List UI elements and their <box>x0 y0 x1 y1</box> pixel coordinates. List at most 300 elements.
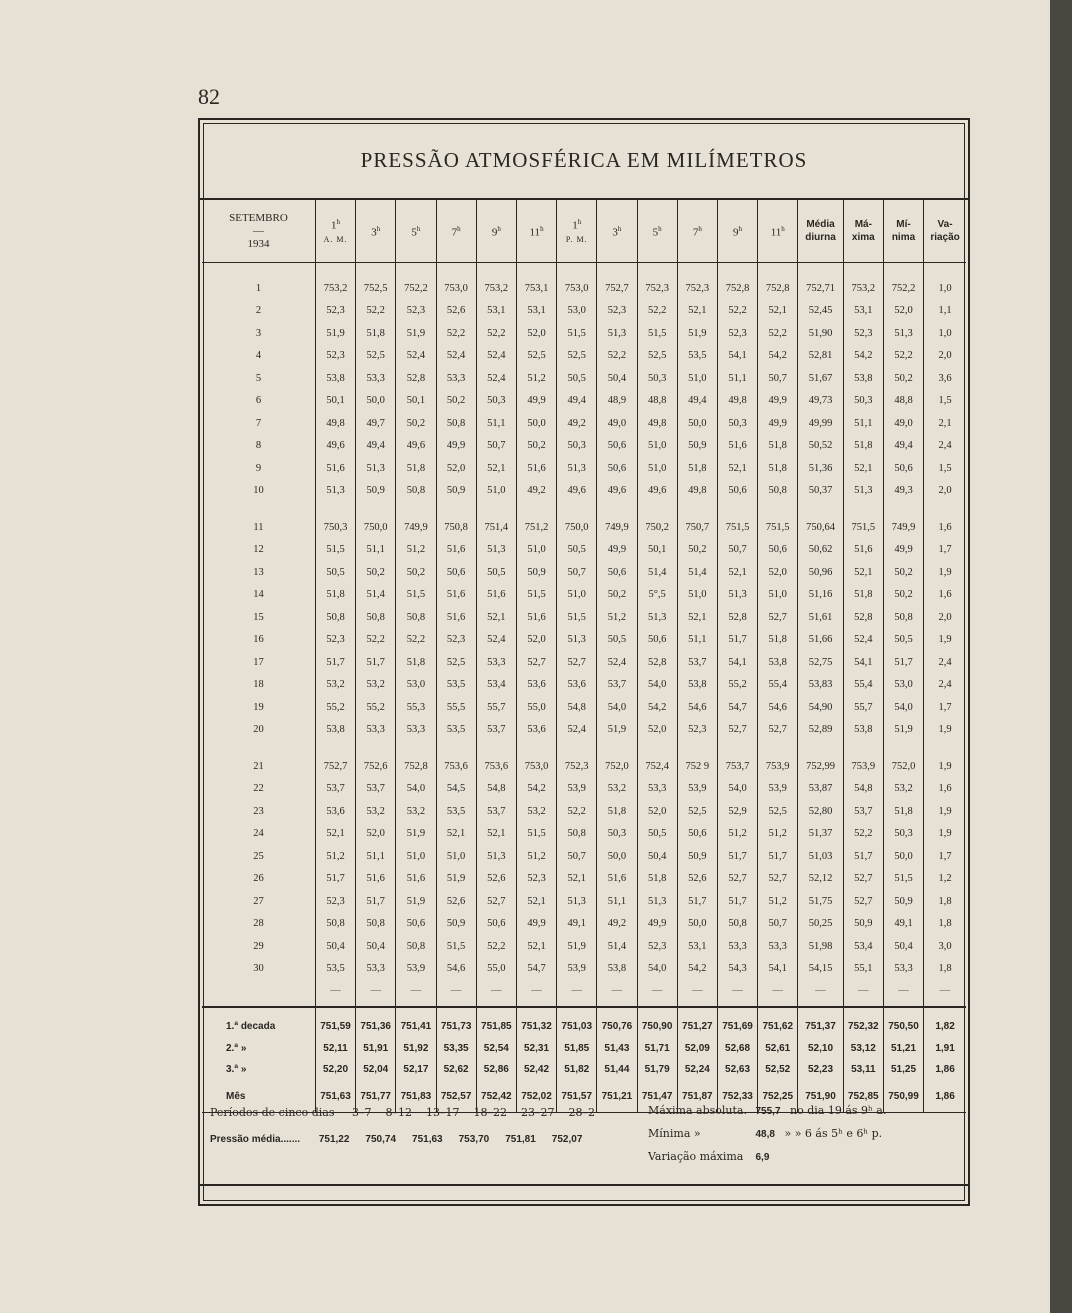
pressure-cell: 1,9 <box>938 760 952 772</box>
pressure-cell: 751,5 <box>758 516 798 539</box>
pressure-cell: 51,8 <box>843 435 883 458</box>
pressure-cell: 753,6 <box>436 755 476 778</box>
pressure-cell: 52,1 <box>717 561 757 584</box>
pressure-cell: 753,9 <box>758 755 798 778</box>
pressure-cell: 51,0 <box>677 367 717 390</box>
pressure-cell: 52,0 <box>637 800 677 823</box>
pressure-cell: 49,6 <box>396 435 436 458</box>
day-row <box>202 778 966 801</box>
spacer-cell <box>356 1000 396 1007</box>
pressure-cell: 54,0 <box>717 778 757 801</box>
pressure-cell: 50,7 <box>717 539 757 562</box>
pressure-cell: 52,7 <box>516 651 556 674</box>
summary-cell: 51,85 <box>557 1038 597 1059</box>
pressure-cell: 49,6 <box>597 480 637 503</box>
spacer-cell <box>758 263 798 278</box>
period-item: 28–2 <box>568 1106 595 1119</box>
pressure-cell: 51,4 <box>597 935 637 958</box>
spacer-cell <box>924 502 966 516</box>
pressure-cell: 50,8 <box>396 606 436 629</box>
pressure-cell: 49,8 <box>315 412 355 435</box>
pressure-cell: 50,1 <box>637 539 677 562</box>
spacer-cell <box>516 741 556 755</box>
pressure-cell: 50,2 <box>883 367 923 390</box>
pressure-cell: 52,1 <box>843 561 883 584</box>
table-title: PRESSÃO ATMOSFÉRICA EM MILÍMETROS <box>360 148 808 172</box>
pressure-cell: 50,5 <box>557 367 597 390</box>
pressure-cell: 52,3 <box>315 345 355 368</box>
spacer-cell <box>677 263 717 278</box>
pressure-cell: 54,2 <box>843 345 883 368</box>
summary-cell: 1,86 <box>924 1080 966 1113</box>
pressure-cell: 52,1 <box>315 823 355 846</box>
dash-row <box>202 980 966 1000</box>
pressure-cell: 52,2 <box>396 629 436 652</box>
pressure-cell: 52,1 <box>843 457 883 480</box>
summary-cell: 752,25 <box>758 1080 798 1113</box>
pressure-cell: 53,5 <box>315 958 355 981</box>
pressure-cell: 51,3 <box>557 629 597 652</box>
day-number: 7 <box>202 412 315 435</box>
spacer-cell <box>597 1000 637 1007</box>
spacer-cell <box>396 502 436 516</box>
pressure-cell: 50,9 <box>436 913 476 936</box>
summary-cell: 751,59 <box>315 1007 355 1038</box>
pressure-cell: 51,0 <box>677 584 717 607</box>
header-hour <box>557 200 597 263</box>
dash-cell: — <box>717 980 757 1000</box>
pressure-cell: 52,81 <box>798 345 843 368</box>
pressure-cell: 752,3 <box>637 277 677 300</box>
pressure-cell: 53,6 <box>516 674 556 697</box>
summary-cell: 750,50 <box>883 1007 923 1038</box>
summary-cell: 53,11 <box>843 1059 883 1080</box>
table-frame <box>198 118 970 1206</box>
pressure-cell: 51,9 <box>557 935 597 958</box>
pressure-cell: 2,0 <box>938 485 952 497</box>
pressure-cell: 54,1 <box>758 958 798 981</box>
pressure-cell: 50,4 <box>597 367 637 390</box>
pressure-cell: 50,3 <box>717 412 757 435</box>
day-number: 14 <box>202 584 315 607</box>
pressure-cell: 51,1 <box>476 412 516 435</box>
pressure-cell: 50,5 <box>637 823 677 846</box>
pressure-line <box>210 1134 614 1145</box>
pressure-cell: 752,3 <box>557 755 597 778</box>
hour-suffix: h <box>658 224 662 233</box>
pressure-cell: 51,9 <box>677 322 717 345</box>
pressure-cell: 49,6 <box>637 480 677 503</box>
pressure-cell: 48,8 <box>637 390 677 413</box>
spacer-cell <box>924 263 966 278</box>
summary-cell: 751,41 <box>396 1007 436 1038</box>
pressure-cell: 51,2 <box>717 823 757 846</box>
day-number: 4 <box>202 345 315 368</box>
pressure-cell: 52,5 <box>516 345 556 368</box>
day-row <box>202 800 966 823</box>
pressure-cell: 50,5 <box>597 629 637 652</box>
pressure-cell: 49,9 <box>516 390 556 413</box>
hour-suffix: h <box>540 224 544 233</box>
pressure-cell: 55,2 <box>356 696 396 719</box>
pressure-cell: 54,8 <box>476 778 516 801</box>
pressure-cell: 50,8 <box>396 480 436 503</box>
summary-cell: 52,24 <box>677 1059 717 1080</box>
day-row <box>202 539 966 562</box>
pressure-cell: 49,6 <box>315 435 355 458</box>
pressure-cell: 52,3 <box>315 300 355 323</box>
day-number: 16 <box>202 629 315 652</box>
hour-suffix: h <box>416 224 421 233</box>
day-row <box>202 390 966 413</box>
summary-cell: 52,17 <box>396 1059 436 1080</box>
pressure-cell: 48,8 <box>883 390 923 413</box>
pressure-cell: 49,4 <box>677 390 717 413</box>
spacer-cell <box>758 502 798 516</box>
day-number: 17 <box>202 651 315 674</box>
pressure-cell: 52,0 <box>758 561 798 584</box>
day-number: 12 <box>202 539 315 562</box>
spacer-cell <box>758 1000 798 1007</box>
spacer-cell <box>883 263 923 278</box>
pressure-cell: 52,75 <box>798 651 843 674</box>
day-number: 23 <box>202 800 315 823</box>
summary-cell: 751,83 <box>396 1080 436 1113</box>
pressure-cell: 751,5 <box>717 516 757 539</box>
extremes-block <box>648 1100 886 1169</box>
spacer-cell <box>356 263 396 278</box>
pressure-cell: 52,5 <box>436 651 476 674</box>
pressure-cell: 52,2 <box>436 322 476 345</box>
header-hour <box>717 200 757 263</box>
spacer-cell <box>637 502 677 516</box>
pressure-cell: 51,0 <box>436 845 476 868</box>
spacer-cell <box>637 1000 677 1007</box>
pressure-cell: 51,2 <box>758 890 798 913</box>
pressure-cell: 52,8 <box>717 606 757 629</box>
pressure-cell: 51,75 <box>798 890 843 913</box>
pressure-cell: 749,9 <box>883 516 923 539</box>
pressure-cell: 50,2 <box>356 561 396 584</box>
pressure-cell: 53,1 <box>476 300 516 323</box>
dash-cell: — <box>843 980 883 1000</box>
pressure-cell: 52,7 <box>476 890 516 913</box>
summary-cell: 51,43 <box>597 1038 637 1059</box>
pressure-cell: 53,0 <box>396 674 436 697</box>
pressure-cell: 1,7 <box>938 544 952 556</box>
pressure-cell: 54,7 <box>516 958 556 981</box>
summary-label: Mês <box>202 1080 315 1113</box>
spacer-cell <box>476 263 516 278</box>
pressure-item: 751,63 <box>412 1134 443 1145</box>
summary-row <box>202 1038 966 1059</box>
periods-list <box>352 1106 609 1119</box>
footer <box>200 1100 968 1190</box>
var-value: 6,9 <box>755 1152 770 1163</box>
dash-cell: — <box>315 980 355 1000</box>
summary-label: 1.ª decada <box>202 1007 315 1038</box>
pressure-cell: 54,6 <box>677 696 717 719</box>
spacer-cell <box>843 502 883 516</box>
pressure-cell: 52,1 <box>516 890 556 913</box>
pressure-cell: 1,9 <box>938 724 952 736</box>
spacer-cell <box>557 741 597 755</box>
pressure-cell: 53,7 <box>677 651 717 674</box>
pressure-cell: 51,8 <box>677 457 717 480</box>
hour-suffix: h <box>698 224 702 233</box>
pressure-cell: 50,1 <box>396 390 436 413</box>
pressure-cell: 749,9 <box>597 516 637 539</box>
header-variacao-line2: riação <box>930 232 960 243</box>
dash-cell: — <box>798 980 843 1000</box>
pressure-cell: 52,1 <box>677 300 717 323</box>
pressure-cell: 49,8 <box>677 480 717 503</box>
pressure-cell: 1,7 <box>938 850 952 862</box>
pressure-cell: 50,37 <box>798 480 843 503</box>
spacer-cell <box>436 263 476 278</box>
day-row <box>202 457 966 480</box>
pressure-cell: 51,4 <box>677 561 717 584</box>
pressure-cell: 53,6 <box>516 719 556 742</box>
pressure-cell: 50,2 <box>677 539 717 562</box>
pressure-cell: 2,1 <box>938 417 952 429</box>
pressure-cell: 50,0 <box>677 412 717 435</box>
header-maxima <box>843 200 883 263</box>
pressure-cell: 51,6 <box>516 606 556 629</box>
pressure-cell: 50,8 <box>883 606 923 629</box>
pressure-cell: 48,9 <box>597 390 637 413</box>
pressure-cell: 52,7 <box>758 719 798 742</box>
pressure-cell: 49,9 <box>758 390 798 413</box>
header-hour <box>396 200 436 263</box>
pressure-cell: 52,5 <box>758 800 798 823</box>
pressure-cell: 52,7 <box>843 868 883 891</box>
pressure-cell: 52,4 <box>557 719 597 742</box>
summary-cell: 752,33 <box>717 1080 757 1113</box>
pressure-cell: 54,6 <box>436 958 476 981</box>
pressure-cell: 50,8 <box>717 913 757 936</box>
pressure-cell: 49,1 <box>883 913 923 936</box>
pressure-cell: 49,9 <box>516 913 556 936</box>
summary-cell: 52,42 <box>516 1059 556 1080</box>
day-row <box>202 322 966 345</box>
pressure-cell: 51,9 <box>315 322 355 345</box>
pressure-cell: 50,2 <box>436 390 476 413</box>
pressure-cell: 53,0 <box>883 674 923 697</box>
pressure-cell: 752,2 <box>883 277 923 300</box>
pressure-cell: 49,0 <box>883 412 923 435</box>
pressure-cell: 49,99 <box>798 412 843 435</box>
pressure-cell: 50,8 <box>356 606 396 629</box>
pressure-cell: 49,8 <box>717 390 757 413</box>
pressure-cell: 52,1 <box>476 606 516 629</box>
spacer-cell <box>356 502 396 516</box>
pressure-cell: 49,3 <box>883 480 923 503</box>
pressure-cell: 2,4 <box>938 656 952 668</box>
pressure-cell: 53,3 <box>356 367 396 390</box>
pressure-cell: 52,2 <box>597 345 637 368</box>
pressure-cell: 5°,5 <box>637 584 677 607</box>
day-row <box>202 606 966 629</box>
day-number: 20 <box>202 719 315 742</box>
summary-cell: 751,62 <box>758 1007 798 1038</box>
pressure-cell: 51,2 <box>758 823 798 846</box>
header-row <box>202 200 966 263</box>
pressure-cell: 55,7 <box>476 696 516 719</box>
dash-cell: — <box>758 980 798 1000</box>
pressure-item: 751,22 <box>318 1134 350 1145</box>
spacer-cell <box>436 1000 476 1007</box>
pressure-cell: 750,0 <box>557 516 597 539</box>
summary-cell: 51,79 <box>637 1059 677 1080</box>
spacer-cell <box>597 263 637 278</box>
spacer-cell <box>202 502 315 516</box>
day-row <box>202 913 966 936</box>
pressure-cell: 54,1 <box>717 345 757 368</box>
day-row <box>202 651 966 674</box>
pressure-cell: 753,1 <box>516 277 556 300</box>
pressure-cell: 51,8 <box>843 584 883 607</box>
summary-cell: 751,47 <box>637 1080 677 1113</box>
pressure-cell: 52,80 <box>798 800 843 823</box>
pressure-cell: 1,2 <box>938 873 952 885</box>
pressure-cell: 50,2 <box>396 561 436 584</box>
pressure-cell: 750,3 <box>315 516 355 539</box>
hour-number: 9 <box>733 226 739 239</box>
pressure-cell: 51,5 <box>557 606 597 629</box>
hour-suffix: h <box>617 224 622 233</box>
pressure-cell: 50,3 <box>597 823 637 846</box>
header-minima <box>883 200 923 263</box>
spacer-cell <box>557 263 597 278</box>
pressure-cell: 54,5 <box>436 778 476 801</box>
spacer-row <box>202 741 966 755</box>
summary-cell: 752,32 <box>843 1007 883 1038</box>
max-abs-label: Máxima absoluta. <box>648 1104 747 1117</box>
summary-cell: 52,62 <box>436 1059 476 1080</box>
spacer-cell <box>637 263 677 278</box>
summary-label: 3.ª » <box>202 1059 315 1080</box>
pressure-cell: 51,5 <box>516 823 556 846</box>
header-media-line1: Média <box>806 219 835 230</box>
pressure-cell: 51,6 <box>315 457 355 480</box>
pressure-cell: 750,64 <box>798 516 843 539</box>
spacer-cell <box>356 741 396 755</box>
header-hour <box>315 200 355 263</box>
pressure-cell: 52,3 <box>597 300 637 323</box>
spacer-cell <box>476 1000 516 1007</box>
pressure-cell: 54,1 <box>717 651 757 674</box>
period-item: 18–22 <box>473 1106 507 1119</box>
hour-suffix: h <box>336 218 340 227</box>
pressure-cell: 55,4 <box>843 674 883 697</box>
var-label: Variação máxima <box>648 1150 744 1163</box>
pressure-cell: 50,3 <box>843 390 883 413</box>
pressure-cell: 51,7 <box>883 651 923 674</box>
pressure-item: 752,07 <box>551 1134 583 1145</box>
header-variacao <box>924 200 966 263</box>
pressure-cell: 1,9 <box>938 828 952 840</box>
spacer-cell <box>202 1000 315 1007</box>
pressure-cell: 51,2 <box>396 539 436 562</box>
summary-cell: 751,77 <box>356 1080 396 1113</box>
pressure-cell: 1,0 <box>938 327 952 339</box>
var-line <box>648 1146 886 1169</box>
summary-cell: 750,90 <box>637 1007 677 1038</box>
pressure-cell: 50,9 <box>436 480 476 503</box>
pressure-cell: 52,89 <box>798 719 843 742</box>
pressure-cell: 53,3 <box>717 935 757 958</box>
pressure-cell: 50,9 <box>677 435 717 458</box>
pressure-cell: 51,6 <box>356 868 396 891</box>
pressure-cell: 51,3 <box>476 845 516 868</box>
pressure-cell: 752,99 <box>798 755 843 778</box>
hour-suffix: h <box>781 224 785 233</box>
pressure-cell: 50,3 <box>883 823 923 846</box>
spacer-cell <box>597 502 637 516</box>
pressure-cell: 50,25 <box>798 913 843 936</box>
day-row <box>202 480 966 503</box>
spacer-cell <box>798 1000 843 1007</box>
pressure-cell: 51,6 <box>436 539 476 562</box>
spacer-cell <box>798 502 843 516</box>
pressure-cell: 51,2 <box>597 606 637 629</box>
pressure-cell: 51,98 <box>798 935 843 958</box>
pressure-cell: 51,1 <box>356 539 396 562</box>
spacer-cell <box>315 502 355 516</box>
day-number: 19 <box>202 696 315 719</box>
header-media <box>798 200 843 263</box>
pressure-cell: 49,9 <box>883 539 923 562</box>
pressure-cell: 52,1 <box>476 823 516 846</box>
pressure-cell: 50,7 <box>557 561 597 584</box>
header-hour <box>677 200 717 263</box>
pressure-cell: 50,9 <box>677 845 717 868</box>
pressure-cell: 55,4 <box>758 674 798 697</box>
spacer-cell <box>883 502 923 516</box>
spacer-cell <box>677 741 717 755</box>
pressure-cell: 51,3 <box>883 322 923 345</box>
day-row <box>202 435 966 458</box>
pressure-cell: 51,37 <box>798 823 843 846</box>
pressure-cell: 51,7 <box>315 868 355 891</box>
pressure-cell: 50,0 <box>597 845 637 868</box>
summary-cell: 751,03 <box>557 1007 597 1038</box>
header-hour <box>597 200 637 263</box>
pressure-cell: 49,2 <box>557 412 597 435</box>
pressure-cell: 51,8 <box>883 800 923 823</box>
pressure-cell: 50,6 <box>677 823 717 846</box>
pressure-cell: 51,67 <box>798 367 843 390</box>
pressure-cell: 53,3 <box>758 935 798 958</box>
pressure-cell: 1,5 <box>938 395 952 407</box>
pressure-cell: 1,1 <box>938 305 952 317</box>
pressure-cell: 753,0 <box>516 755 556 778</box>
pressure-cell: 750,8 <box>436 516 476 539</box>
pressure-cell: 51,3 <box>356 457 396 480</box>
day-number: 6 <box>202 390 315 413</box>
summary-cell: 751,32 <box>516 1007 556 1038</box>
pressure-cell: 55,7 <box>843 696 883 719</box>
pressure-cell: 752,8 <box>717 277 757 300</box>
spacer-cell <box>436 741 476 755</box>
pressure-cell: 52,2 <box>476 322 516 345</box>
day-row <box>202 890 966 913</box>
hour-number: 11 <box>529 226 541 239</box>
spacer-cell <box>637 741 677 755</box>
pressure-cell: 53,3 <box>356 958 396 981</box>
day-number: 30 <box>202 958 315 981</box>
